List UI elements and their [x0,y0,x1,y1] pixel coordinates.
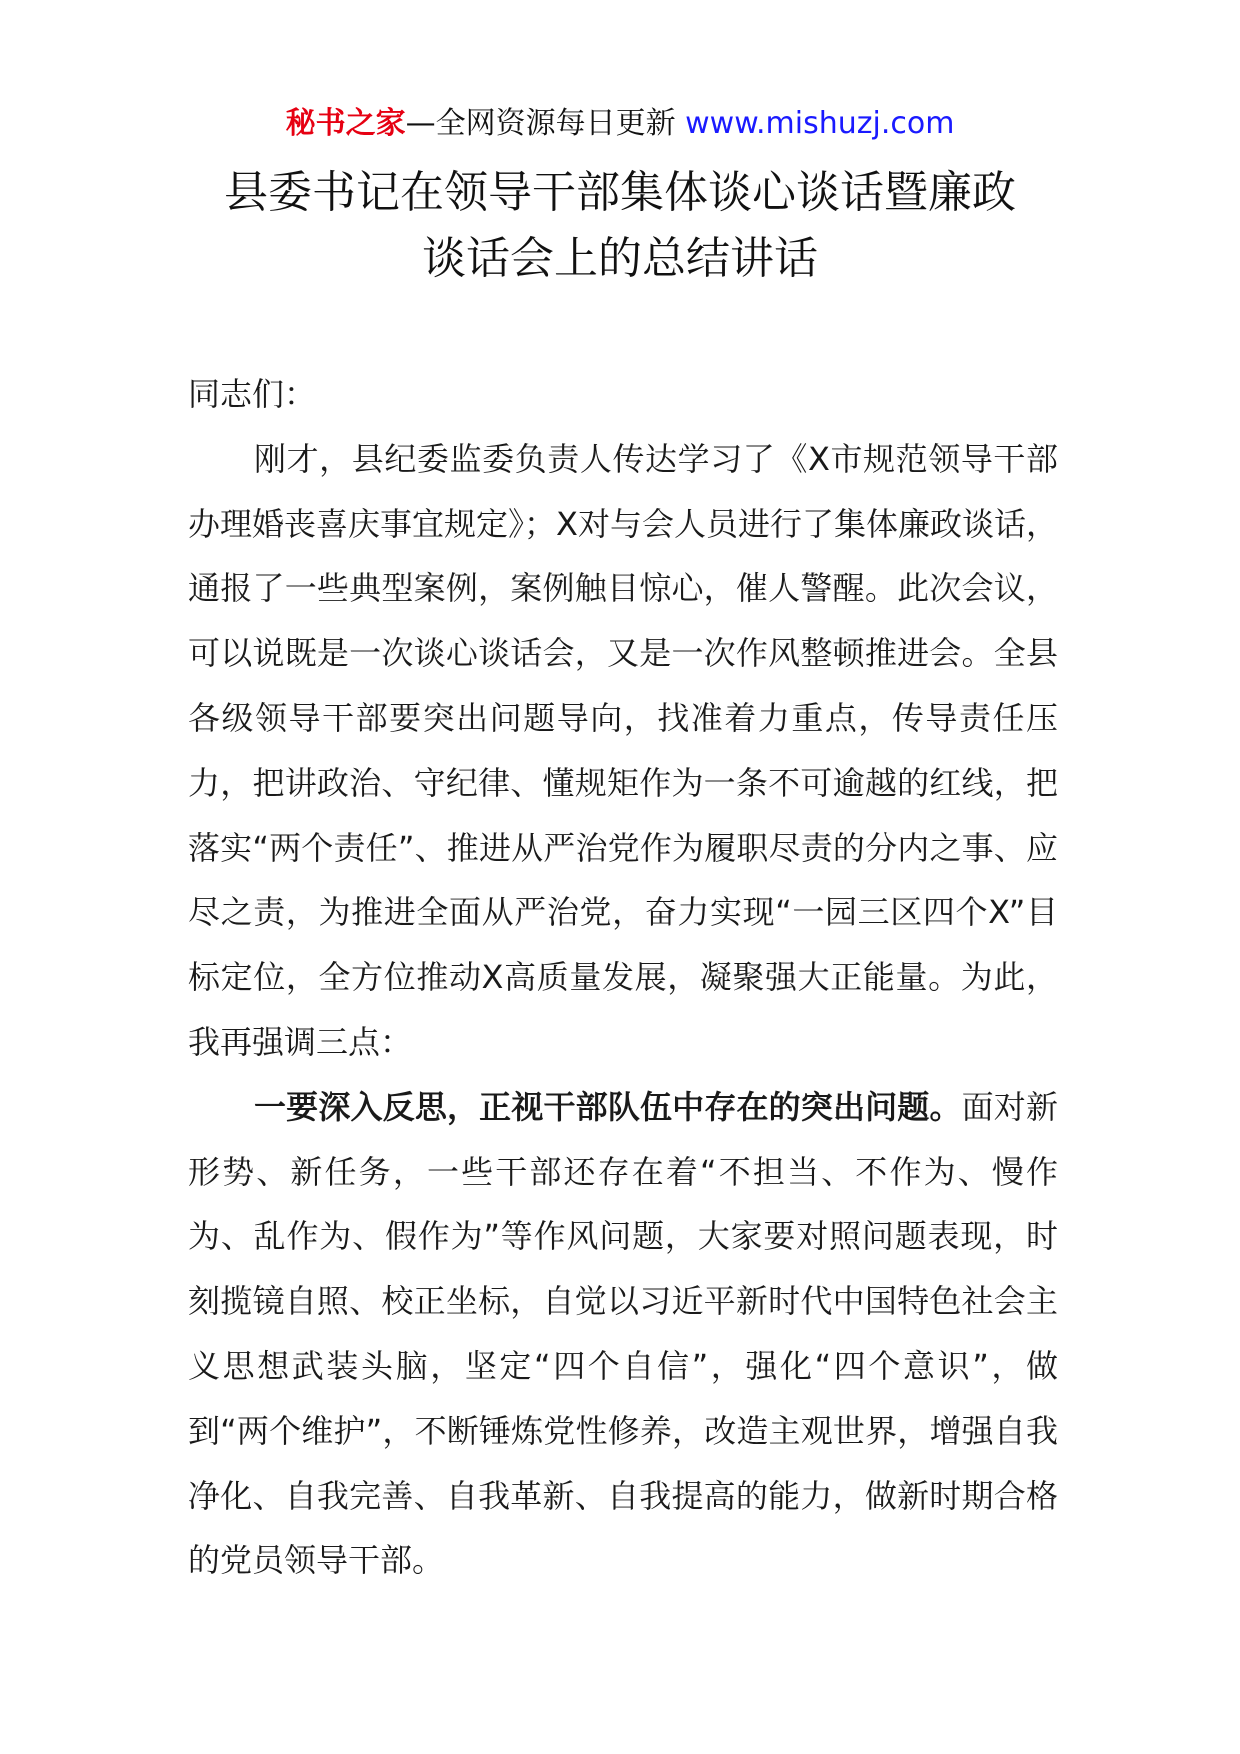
document-title [150,160,1090,292]
site-url-link[interactable]: www.mishuzj.com [685,106,955,141]
paragraph-2 [188,1075,1058,1593]
document-body [188,362,1058,1593]
paragraph-2-heading: 一要深入反思，正视干部队伍中存在的突出问题。 [254,1087,962,1126]
site-brand: 秘书之家 [285,106,406,141]
title-line-2: 谈话会上的总结讲话 [422,233,818,284]
salutation: 同志们： [188,375,317,413]
site-header [0,100,1240,148]
site-slogan: —全网资源每日更新 [405,106,676,141]
paragraph-1: 刚才，县纪委监委负责人传达学习了《X市规范领导干部办理婚丧喜庆事宜规定》；X对与会人员进行了集体廉政谈话，通报了一些典型案例，案例触目惊心，催人警醒。此次会议，可以说既是一次谈心谈话会，又是一次作风整顿推进会。全县各级领导干部要突出问题导向，找准着力重点，传导责任压力，把讲政治、守纪律、懂规矩作为一条不可逾越的红线，把落实“两个责任”、推进从严治党作为履职尽责的分内之事、应尽之责，为推进全面从严治党，奋力实现“一园三区四个X”目标定位，全方位推动X高质量发展，凝聚强大正能量。为此，我再强调三点： [188,439,1058,1061]
paragraph-2-body: 面对新形势、新任务，一些干部还存在着“不担当、不作为、慢作为、乱作为、假作为”等作风问题，大家要对照问题表现，时刻揽镜自照、校正坐标，自觉以习近平新时代中国特色社会主义思想武装头脑，坚定“四个自信”，强化“四个意识”，做到“两个维护”，不断锤炼党性修养，改造主观世界，增强自我净化、自我完善、自我革新、自我提高的能力，做新时期合格的党员领导干部。 [188,1087,1058,1580]
title-line-1: 县委书记在领导干部集体谈心谈话暨廉政 [224,167,1016,218]
